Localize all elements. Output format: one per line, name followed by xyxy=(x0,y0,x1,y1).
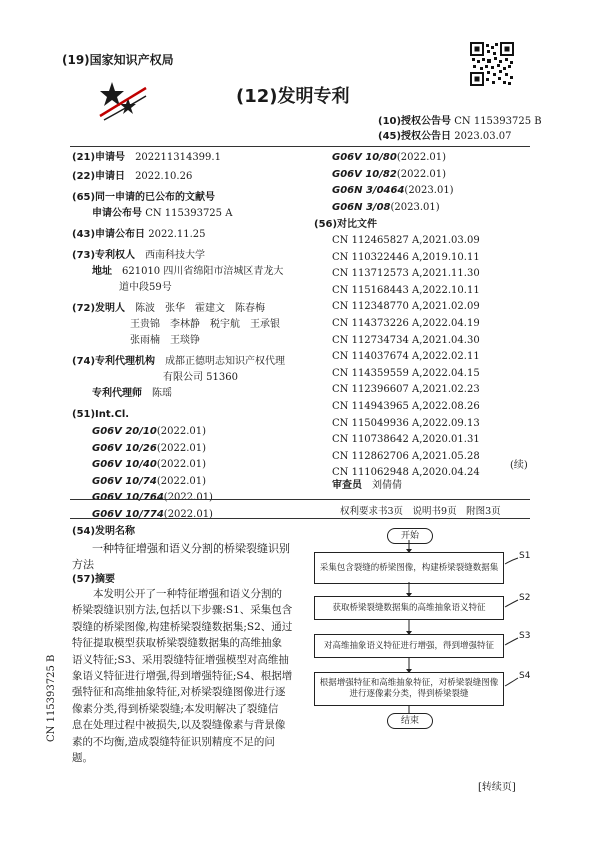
class-item: G06V 10/774(2022.01) xyxy=(92,508,213,520)
patentee: (73)专利权人 西南科技大学 xyxy=(72,250,206,261)
abstract-line: 素的不均衡,造成裂缝特征识别精度不足的问 xyxy=(72,735,275,748)
flow-step-s2: 获取桥梁裂缝数据集的高维抽象语义特征 xyxy=(314,596,504,620)
ref-item: CN 110322446 A,2019.10.11 xyxy=(332,251,480,263)
refs-list xyxy=(332,233,480,482)
abstract-line: 象语义特征进行增强,得到增强特征;S4、根据增 xyxy=(72,670,293,683)
class-item: G06N 3/08(2023.01) xyxy=(332,201,440,213)
flow-step-label: S4 xyxy=(519,671,531,681)
address: 地址 621010 四川省绵阳市涪城区青龙大 xyxy=(92,266,284,277)
class-item: G06N 3/0464(2023.01) xyxy=(332,185,454,196)
class-item: G06V 10/80(2022.01) xyxy=(332,152,446,163)
class-item: G06V 10/26(2022.01) xyxy=(92,442,206,454)
flow-step-s1: 采集包含裂缝的桥梁图像，构建桥梁裂缝数据集 xyxy=(314,552,504,584)
abstract-label: (57)摘要 xyxy=(72,574,116,585)
side-pub-number: CN 115393725 B xyxy=(46,654,57,742)
class-item: G06V 10/764(2022.01) xyxy=(92,492,213,503)
class-item: G06V 10/74(2022.01) xyxy=(92,475,206,487)
abstract-line: 强特征和高维抽象特征,对桥梁裂缝图像进行逐 xyxy=(72,686,286,699)
intcl-label: (51)Int.Cl. xyxy=(72,409,130,420)
app-no: (21)申请号 202211314399.1 xyxy=(72,152,221,163)
continued-page: [转续页] xyxy=(478,782,516,793)
ref-item: CN 112465827 A,2021.03.09 xyxy=(332,235,480,246)
abstract-line: 息在处理过程中被损失,以及裂缝像素与背景像 xyxy=(72,719,286,732)
pages-info: 权利要求书3页 说明书9页 附图3页 xyxy=(340,506,501,517)
class-item: G06V 10/82(2022.01) xyxy=(332,168,446,180)
header-divider xyxy=(70,146,530,147)
title-label: (54)发明名称 xyxy=(72,526,136,537)
mid-divider xyxy=(70,499,530,500)
agent: 专利代理师 陈瑶 xyxy=(92,388,172,399)
class-item: G06V 10/40(2022.01) xyxy=(92,459,206,470)
agency: (74)专利代理机构 成都正德明志知识产权代理 xyxy=(72,356,286,367)
cnipa-logo xyxy=(98,82,148,122)
ref-item: CN 110738642 A,2020.01.31 xyxy=(332,434,480,446)
abstract-line: 裂缝的桥梁图像,构建桥梁裂缝数据集;S2、通过 xyxy=(72,620,293,633)
abstract-line: 特征提取模型获取桥梁裂缝数据集的高维抽象 xyxy=(72,637,282,650)
abstract-line: 语义特征;S3、采用裂缝特征增强模型对高维抽 xyxy=(72,653,289,666)
abstract-body xyxy=(72,586,300,766)
flow-start: 开始 xyxy=(387,528,433,544)
left-class-list xyxy=(92,424,213,523)
doc-type: (12)发明专利 xyxy=(236,86,350,107)
ref-item: CN 112862706 A,2021.05.28 xyxy=(332,450,480,462)
continued-mark: (续) xyxy=(510,460,528,471)
flow-step-s4: 根据增强特征和高维抽象特征，对桥梁裂缝图像进行逐像素分类，得到桥梁裂缝 xyxy=(314,672,504,706)
office-name: (19)国家知识产权局 xyxy=(62,53,174,67)
pages-divider xyxy=(70,518,530,519)
abstract-line: 桥梁裂缝识别方法,包括以下步骤:S1、采集包含 xyxy=(72,604,293,617)
ref-item: CN 113712573 A,2021.11.30 xyxy=(332,268,480,280)
flow-end: 结束 xyxy=(387,713,433,729)
ref-item: CN 112734734 A,2021.04.30 xyxy=(332,334,480,346)
app-date: (22)申请日 2022.10.26 xyxy=(72,171,193,182)
ref-item: CN 111062948 A,2020.04.24 xyxy=(332,467,480,479)
ref-item: CN 114943965 A,2022.08.26 xyxy=(332,400,480,412)
prior-pub-date: (43)申请公布日 2022.11.25 xyxy=(72,229,206,240)
address-line2: 道中段59号 xyxy=(119,282,172,293)
flow-step-label: S2 xyxy=(519,593,531,603)
invention-title-line2: 方法 xyxy=(72,558,94,571)
inventors-line2: 王贵锦 李林静 税宇航 王承银 xyxy=(130,319,280,330)
abstract-line: 题。 xyxy=(72,752,93,765)
inventors-line3: 张雨楠 王琰铮 xyxy=(130,335,200,346)
ref-item: CN 115049936 A,2022.09.13 xyxy=(332,417,480,429)
agency-line2: 有限公司 51360 xyxy=(163,372,238,383)
ref-item: CN 114359559 A,2022.04.15 xyxy=(332,367,480,379)
flow-step-label: S1 xyxy=(519,551,531,561)
abstract-line: 像素分类,得到桥梁裂缝;本发明解决了裂缝信 xyxy=(72,702,279,715)
pub-no: (10)授权公告号 CN 115393725 B xyxy=(378,116,542,127)
prior-pub-no: 申请公布号 CN 115393725 A xyxy=(92,208,233,219)
qr-code xyxy=(470,42,514,86)
class-item: G06V 20/10(2022.01) xyxy=(92,426,206,437)
ref-item: CN 114373226 A,2022.04.19 xyxy=(332,317,480,329)
ref-item: CN 115168443 A,2022.10.11 xyxy=(332,284,480,296)
flow-step-label: S3 xyxy=(519,631,531,641)
pub-date: (45)授权公告日 2023.03.07 xyxy=(378,131,512,142)
flow-step-s3: 对高维抽象语义特征进行增强，得到增强特征 xyxy=(314,634,504,658)
ref-item: CN 112396607 A,2021.02.23 xyxy=(332,384,480,396)
examiner: 审查员 刘倩倩 xyxy=(332,480,402,491)
invention-title: 一种特征增强和语义分割的桥梁裂缝识别 xyxy=(92,542,290,555)
right-class-list xyxy=(332,150,454,216)
abstract-line: 本发明公开了一种特征增强和语义分割的 xyxy=(93,588,282,600)
refs-label: (56)对比文件 xyxy=(314,219,378,230)
ref-item: CN 114037674 A,2022.02.11 xyxy=(332,351,480,363)
prior-pub: (65)同一申请的已公布的文献号 xyxy=(72,192,216,203)
ref-item: CN 112348770 A,2021.02.09 xyxy=(332,301,480,313)
inventors: (72)发明人 陈波 张华 霍建文 陈春梅 xyxy=(72,303,266,314)
